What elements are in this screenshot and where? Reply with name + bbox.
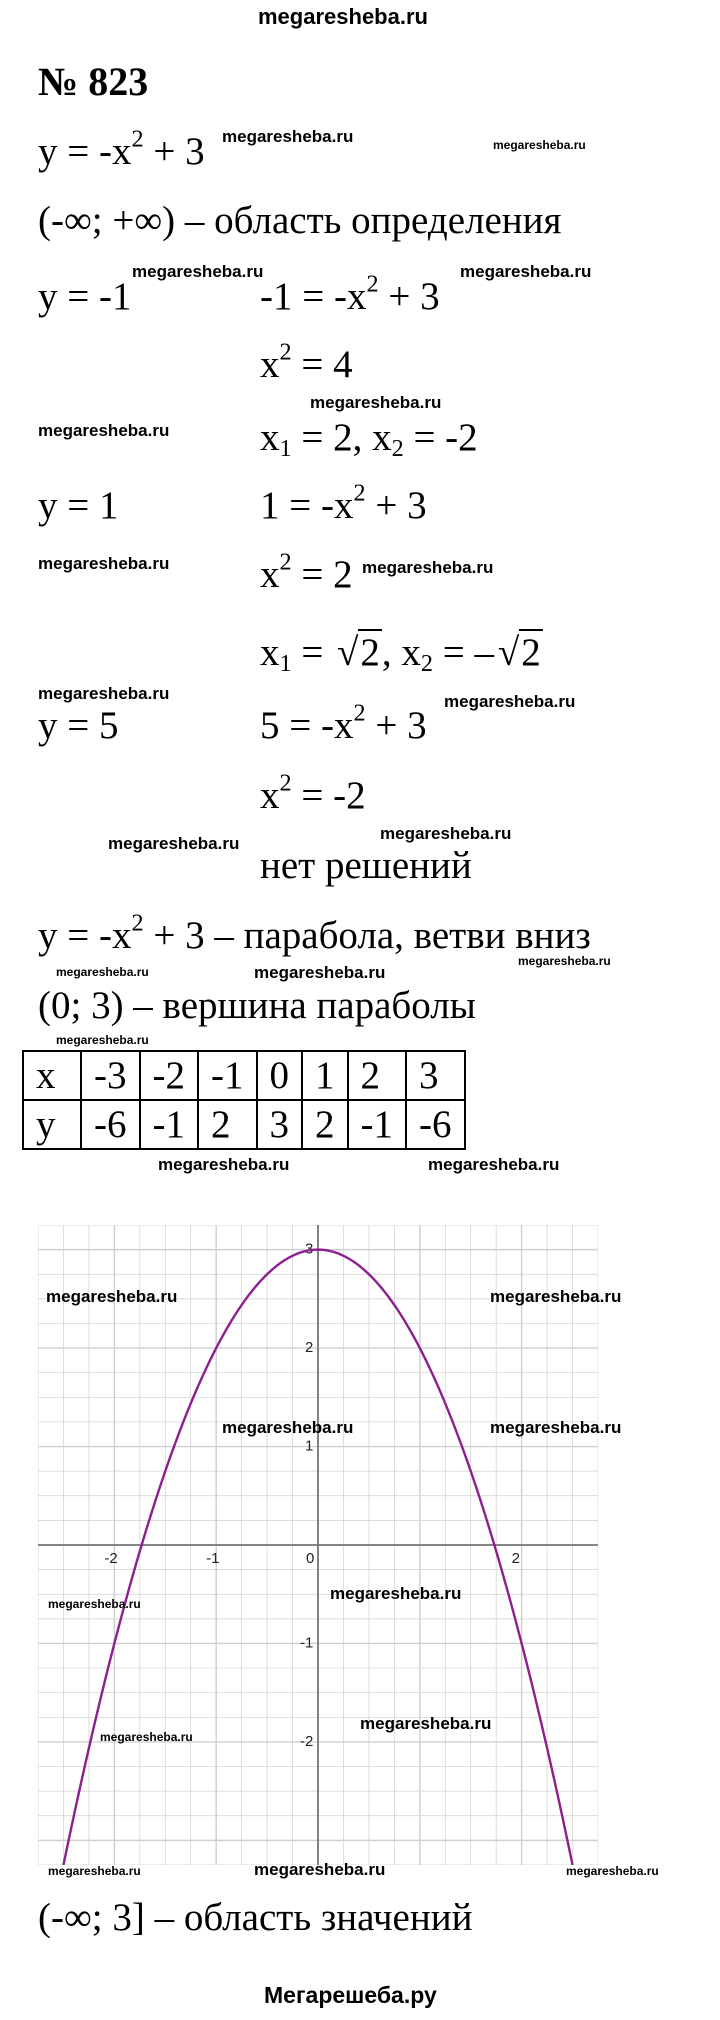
vertex-line: (0; 3) – вершина параболы — [38, 984, 476, 1027]
main-equation — [38, 125, 205, 173]
x-tick-label: 2 — [511, 1550, 520, 1567]
watermark-22: megaresheba.ru — [490, 1418, 622, 1437]
sqrt-symbol-1: √2 — [336, 631, 380, 674]
parabola-line — [38, 909, 591, 957]
table-cell: 2 — [348, 1051, 407, 1100]
case1-label: y = -1 — [38, 275, 132, 318]
case2-root-i2: 2 — [420, 650, 433, 678]
watermark-19: megaresheba.ru — [46, 1287, 178, 1306]
table-cell: -6 — [406, 1100, 465, 1149]
watermark-25: megaresheba.ru — [360, 1714, 492, 1733]
case1-roots — [260, 416, 478, 463]
watermark-13: megaresheba.ru — [254, 963, 386, 982]
case1-eq-pre: -1 = -x — [260, 275, 367, 318]
case1-eq-post: + 3 — [378, 275, 440, 318]
table-row-x — [23, 1051, 465, 1100]
case3-step-post: = -2 — [291, 774, 366, 817]
sqrt-symbol-2: √2 — [497, 631, 541, 674]
x-tick-label: -2 — [104, 1550, 118, 1567]
watermark-1: megaresheba.ru — [222, 127, 354, 146]
x-tick-label: 0 — [306, 1550, 315, 1567]
x-tick-label: -1 — [206, 1550, 220, 1567]
no-solution: нет решений — [260, 844, 472, 887]
table-cell: -3 — [81, 1051, 140, 1100]
table-cell: -1 — [348, 1100, 407, 1149]
case2-eq-post: + 3 — [365, 484, 427, 527]
case1-root-v1: = 2, x — [291, 416, 392, 459]
watermark-7: megaresheba.ru — [38, 554, 170, 573]
y-tick-label: -1 — [300, 1634, 314, 1652]
watermark-21: megaresheba.ru — [222, 1418, 354, 1437]
table-cell: -1 — [198, 1051, 257, 1100]
watermark-8: megaresheba.ru — [362, 558, 494, 577]
parabola-exp: 2 — [131, 909, 144, 937]
table-cell: -1 — [140, 1100, 199, 1149]
case1-root-v2: = -2 — [403, 416, 478, 459]
eq-rhs: + 3 — [143, 130, 205, 173]
table-cell: 3 — [406, 1051, 465, 1100]
case2-root-x1: x — [260, 631, 280, 674]
eq-lhs: y = -x — [38, 130, 132, 173]
case1-root-i1: 1 — [279, 435, 292, 463]
case2-root-eq2: = – — [432, 631, 494, 674]
table-cell: -6 — [81, 1100, 140, 1149]
case3-step-exp: 2 — [279, 769, 292, 797]
table-cell: 3 — [257, 1100, 303, 1149]
case1-root-x1: x — [260, 416, 280, 459]
case2-eq-exp: 2 — [353, 479, 366, 507]
watermark-2: megaresheba.ru — [493, 138, 586, 152]
y-tick-label: 2 — [305, 1339, 314, 1357]
case2-step-pre: x — [260, 553, 280, 596]
table-cell: 2 — [198, 1100, 257, 1149]
parabola-post: + 3 – парабола, ветви вниз — [143, 914, 591, 957]
graph-axes — [38, 1225, 598, 1865]
watermark-18: megaresheba.ru — [428, 1155, 560, 1174]
watermark-16: megaresheba.ru — [56, 1033, 149, 1047]
case2-root-mid: , x — [381, 631, 421, 674]
watermark-top: megaresheba.ru — [258, 4, 428, 29]
table-cell: 1 — [302, 1051, 348, 1100]
watermark-10: megaresheba.ru — [444, 692, 576, 711]
parabola-graph — [38, 1225, 598, 1865]
graph-tick-labels — [104, 1241, 520, 1750]
case2-equation — [260, 479, 427, 527]
case3-eq-post: + 3 — [365, 704, 427, 747]
watermark-3: megaresheba.ru — [132, 262, 264, 281]
watermark-15: megaresheba.ru — [518, 954, 611, 968]
watermark-12: megaresheba.ru — [108, 834, 240, 853]
table-cell: -2 — [140, 1051, 199, 1100]
watermark-6: megaresheba.ru — [38, 421, 170, 440]
watermark-14: megaresheba.ru — [56, 965, 149, 979]
case2-eq-pre: 1 = -x — [260, 484, 354, 527]
range-line: (-∞; 3] – область значений — [38, 1896, 473, 1939]
values-table — [22, 1050, 466, 1150]
case3-eq-pre: 5 = -x — [260, 704, 354, 747]
watermark-20: megaresheba.ru — [490, 1287, 622, 1306]
watermark-28: megaresheba.ru — [254, 1860, 386, 1879]
watermark-footer: Мегарешеба.ру — [264, 1982, 437, 2008]
eq-exp: 2 — [131, 125, 144, 153]
watermark-27: megaresheba.ru — [48, 1864, 141, 1878]
problem-number: № 823 — [38, 59, 149, 104]
case3-equation — [260, 699, 427, 747]
y-tick-label: 3 — [305, 1240, 314, 1258]
case3-eq-exp: 2 — [353, 699, 366, 727]
case1-step-pre: x — [260, 343, 280, 386]
watermark-4: megaresheba.ru — [460, 262, 592, 281]
domain-line: (-∞; +∞) – область определения — [38, 199, 562, 242]
watermark-9: megaresheba.ru — [38, 684, 170, 703]
case2-step — [260, 548, 353, 596]
table-cell: 0 — [257, 1051, 303, 1100]
watermark-23: megaresheba.ru — [48, 1597, 141, 1611]
case1-step-post: = 4 — [291, 343, 353, 386]
y-tick-label: 1 — [305, 1437, 314, 1455]
y-tick-label: -2 — [300, 1732, 314, 1750]
case2-step-post: = 2 — [291, 553, 353, 596]
watermark-26: megaresheba.ru — [100, 1730, 193, 1744]
case1-eq-exp: 2 — [366, 270, 379, 298]
case2-roots — [260, 631, 543, 678]
case1-step — [260, 338, 353, 386]
case3-label: y = 5 — [38, 704, 119, 747]
sqrt-value-1: 2 — [360, 631, 380, 674]
table-row-y — [23, 1100, 465, 1149]
table-cell: 2 — [302, 1100, 348, 1149]
case1-equation — [260, 270, 440, 318]
watermark-29: megaresheba.ru — [566, 1864, 659, 1878]
table-header-x: x — [23, 1051, 81, 1100]
watermark-24: megaresheba.ru — [330, 1584, 462, 1603]
case2-label: y = 1 — [38, 484, 119, 527]
case2-root-i1: 1 — [279, 650, 292, 678]
watermark-11: megaresheba.ru — [380, 824, 512, 843]
case3-step-pre: x — [260, 774, 280, 817]
watermark-17: megaresheba.ru — [158, 1155, 290, 1174]
case3-step — [260, 769, 366, 817]
case2-step-exp: 2 — [279, 548, 292, 576]
watermark-5: megaresheba.ru — [310, 393, 442, 412]
case2-root-eq1: = — [291, 631, 334, 674]
case1-root-i2: 2 — [391, 435, 404, 463]
parabola-pre: y = -x — [38, 914, 132, 957]
table-header-y: y — [23, 1100, 81, 1149]
sqrt-value-2: 2 — [521, 631, 541, 674]
case1-step-exp: 2 — [279, 338, 292, 366]
